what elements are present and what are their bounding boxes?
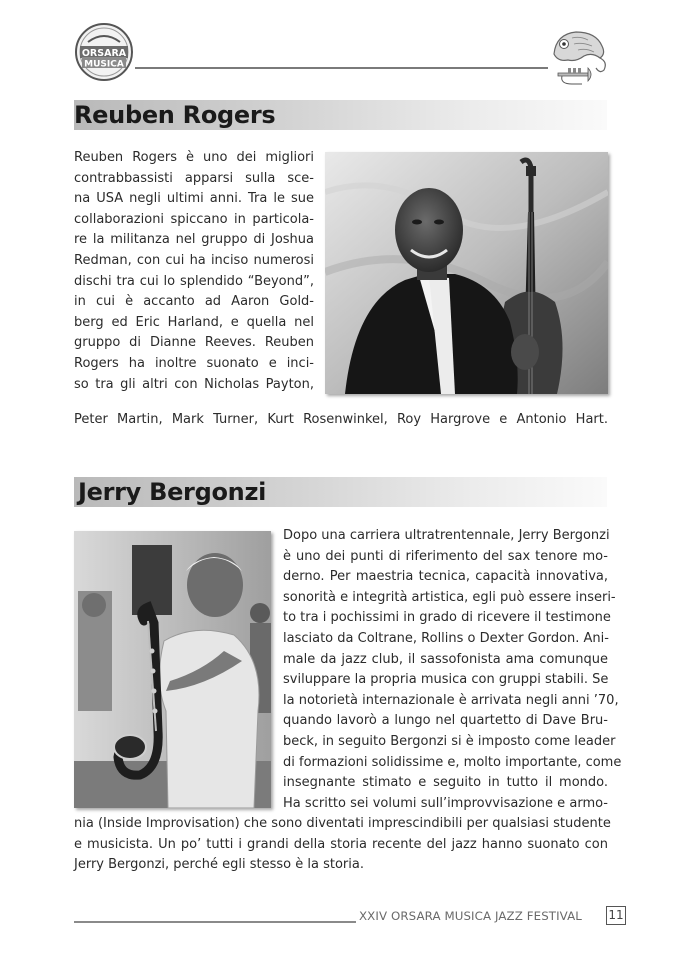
text-line: la notorietà internazionale è arrivata negli anni ’70, [283,692,619,708]
chameleon-trumpet-emblem [548,24,610,94]
text-line: derno. Per maestria tecnica, capacità innovativa, [283,569,608,585]
footer-rule [74,921,356,923]
orsara-musica-logo [74,22,134,82]
bergonzi-bio [283,526,622,814]
text-line: so tra gli altri con Nicholas Payton, [74,376,314,392]
text-line: contrabbassisti apparsi sulla sce- [74,170,314,186]
text-line: nia (Inside Improvisation) che sono diventati imprescindibili per qualsiasi studente [74,816,611,831]
rogers-bio-last-line [74,410,608,431]
text-line: male da jazz club, il sassofonista ama comunque [283,651,608,667]
text-line: Ha scritto sei volumi sull’improvvisazione e armo- [283,795,608,811]
section-title: Jerry Bergonzi [78,478,267,506]
text-line: re la militanza nel gruppo di Joshua [74,232,314,248]
jerry-bergonzi-photo [74,531,271,808]
text-line: Peter Martin, Mark Turner, Kurt Rosenwinkel, Roy Hargrove e Antonio Hart. [74,412,608,427]
text-line: quando lavorò a lungo nel quartetto di Dave Bru- [283,713,608,729]
text-line: gruppo di Dianne Reeves. Reuben [74,335,314,351]
text-line: Jerry Bergonzi, perché egli stesso è la storia. [74,857,364,873]
text-line: insegnante stimato e seguito in tutto il mondo. [283,775,608,791]
text-line: berg ed Eric Harland, e quella nel [74,314,314,330]
text-line: Dopo una carriera ultratrentennale, Jerry Bergonzi [283,528,610,543]
section-title-bar [74,100,607,130]
text-line: di formazioni solidissime e, molto importante, come [283,754,622,770]
header-rule [135,67,548,69]
bergonzi-bio-full-width [74,814,611,876]
text-line: dischi tra cui lo splendido “Beyond”, [74,273,314,289]
page-number: 11 [606,906,626,925]
section-title-bar [74,477,607,507]
text-line: na USA negli ultimi anni. Tra le sue [74,191,314,207]
text-line: Rogers ha inoltre suonato e inci- [74,355,314,371]
text-line: in cui è accanto ad Aaron Gold- [74,294,314,310]
text-line: e musicista. Un po’ tutti i grandi della storia recente del jazz hanno suonato con [74,836,608,852]
logo-text-orsara: ORSARA [81,48,127,59]
text-line: sviluppare la propria musica con gruppi stabili. Se [283,672,609,688]
text-line: collaborazioni spiccano in particola- [74,211,314,227]
text-line: Reuben Rogers è uno dei migliori [74,150,314,165]
text-line: sonorità e integrità artistica, egli può essere inseri- [283,589,616,605]
text-line: lasciato da Coltrane, Rollins o Dexter Gordon. Ani- [283,630,609,646]
text-line: beck, in seguito Bergonzi si è imposto come leader [283,733,616,749]
text-line: to tra i pochissimi in grado di ricevere il testimone [283,610,611,626]
section-title: Reuben Rogers [74,101,276,129]
text-line: Redman, con cui ha inciso numerosi [74,252,314,268]
logo-text-musica: MUSICA [84,59,124,70]
footer-festival-name: XXIV ORSARA MUSICA JAZZ FESTIVAL [359,909,582,923]
text-line: è uno dei punti di riferimento del sax tenore mo- [283,548,608,564]
rogers-bio [74,148,314,395]
reuben-rogers-photo [325,152,608,394]
